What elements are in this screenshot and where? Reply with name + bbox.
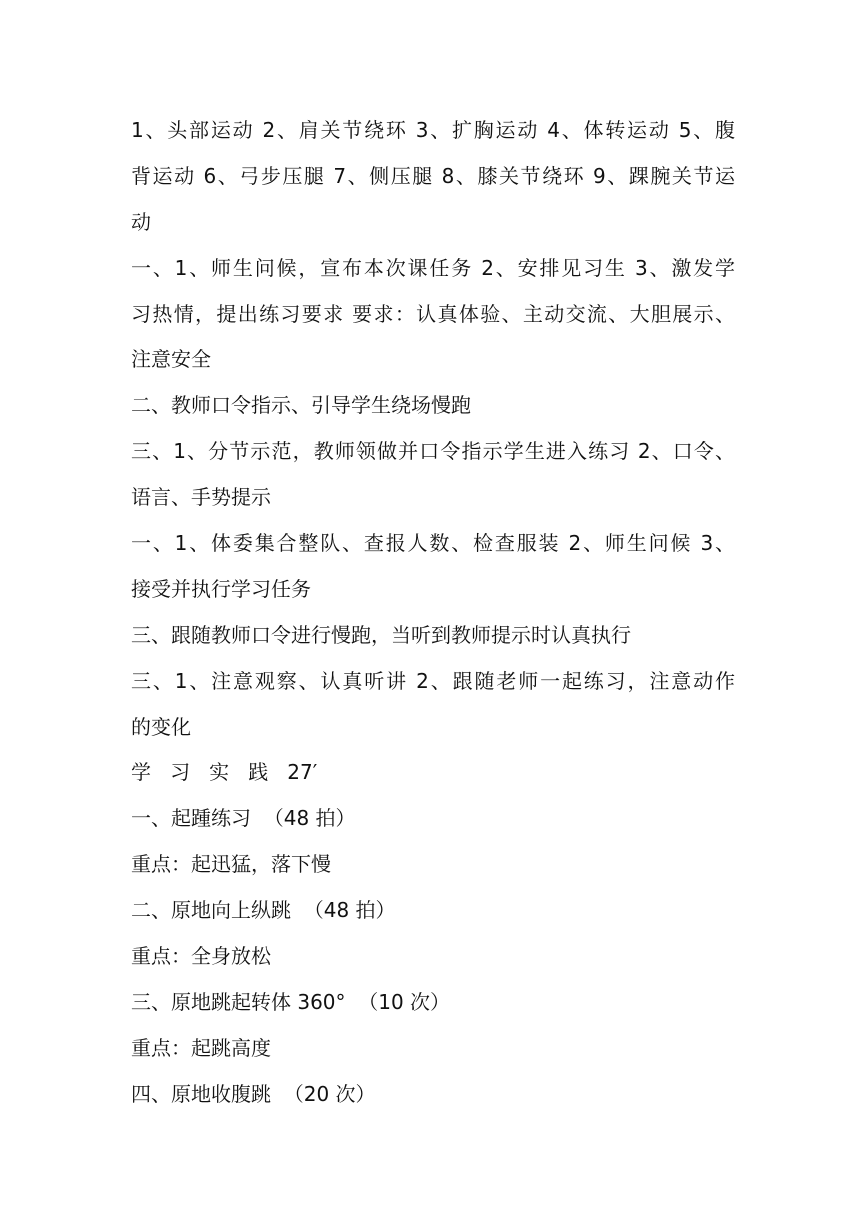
text-line-9: 语言、手势提示 [131,485,271,510]
text-line-11: 接受并执行学习任务 [131,576,311,601]
text-line-5: 习热情，提出练习要求 要求：认真体验、主动交流、大胆展示、 [131,301,735,326]
text-line-3: 动 [131,209,151,234]
text-line-18: 二、原地向上纵跳 （48 拍） [131,898,396,923]
document-body [131,108,735,1118]
text-line-2: 背运动 6、弓步压腿 7、侧压腿 8、膝关节绕环 9、踝腕关节运 [131,163,735,188]
section-heading-practice: 学 习 实 践 27′ [131,760,318,785]
text-line-13: 三、1、注意观察、认真听讲 2、跟随老师一起练习，注意动作 [131,668,735,693]
text-line-1: 1、头部运动 2、肩关节绕环 3、扩胸运动 4、体转运动 5、腹 [131,118,735,142]
text-line-10: 一、1、体委集合整队、查报人数、检查服装 2、师生问候 3、 [131,531,735,556]
text-line-4: 一、1、师生问候，宣布本次课任务 2、安排见习生 3、激发学 [131,255,735,280]
text-line-19: 重点：全身放松 [131,944,271,969]
text-line-6: 注意安全 [131,347,211,372]
text-line-21: 重点：起跳高度 [131,1035,271,1060]
text-line-22: 四、原地收腹跳 （20 次） [131,1081,376,1106]
text-line-20: 三、原地跳起转体 360° （10 次） [131,989,451,1014]
text-line-12: 三、跟随教师口令进行慢跑，当听到教师提示时认真执行 [131,622,631,647]
text-line-16: 一、起踵练习 （48 拍） [131,806,356,831]
text-line-8: 三、1、分节示范，教师领做并口令指示学生进入练习 2、口令、 [131,439,735,464]
text-line-14: 的变化 [131,714,191,739]
text-line-17: 重点：起迅猛，落下慢 [131,852,331,877]
text-line-7: 二、教师口令指示、引导学生绕场慢跑 [131,393,471,418]
